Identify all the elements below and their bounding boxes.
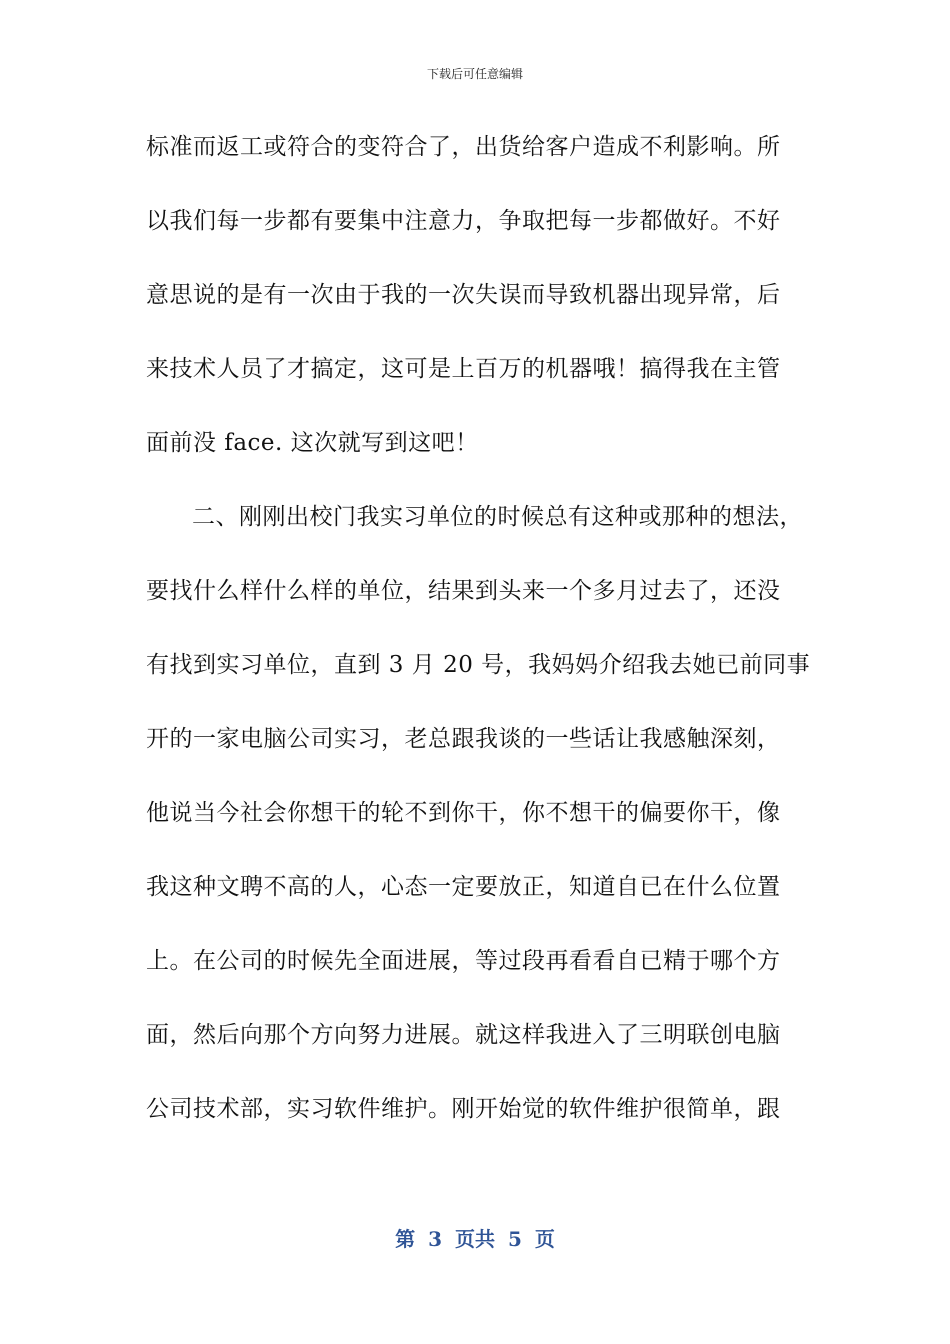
page-number-footer: 第 3 页共 5 页 [395,1227,555,1251]
text-line: 有找到实习单位，直到 3 月 20 号，我妈妈介绍我去她已前同事 [146,652,811,678]
text-line: 面前没 face. 这次就写到这吧！ [146,430,479,456]
text-line: 开的一家电脑公司实习，老总跟我谈的一些话让我感触深刻， [146,726,781,752]
text-line: 他说当今社会你想干的轮不到你干，你不想干的偏要你干，像 [146,800,781,826]
text-line: 要找什么样什么样的单位，结果到头来一个多月过去了，还没 [146,578,781,604]
text-line: 公司技术部，实习软件维护。刚开始觉的软件维护很简单，跟 [146,1096,781,1122]
text-line: 意思说的是有一次由于我的一次失误而导致机器出现异常，后 [146,282,781,308]
text-line: 上。在公司的时候先全面进展，等过段再看看自已精于哪个方 [146,948,781,974]
text-line: 标准而返工或符合的变符合了，出货给客户造成不利影响。所 [146,134,781,160]
paragraph-start-line: 二、刚刚出校门我实习单位的时候总有这种或那种的想法， [192,504,803,530]
text-line: 来技术人员了才搞定，这可是上百万的机器哦！搞得我在主管 [146,356,781,382]
text-line: 我这种文聘不高的人，心态一定要放正，知道自已在什么位置 [146,874,781,900]
text-line: 以我们每一步都有要集中注意力，争取把每一步都做好。不好 [146,208,781,234]
page-header-note: 下载后可任意编辑 [426,67,523,81]
document-body [146,110,811,1146]
text-line: 面，然后向那个方向努力进展。就这样我进入了三明联创电脑 [146,1022,781,1048]
